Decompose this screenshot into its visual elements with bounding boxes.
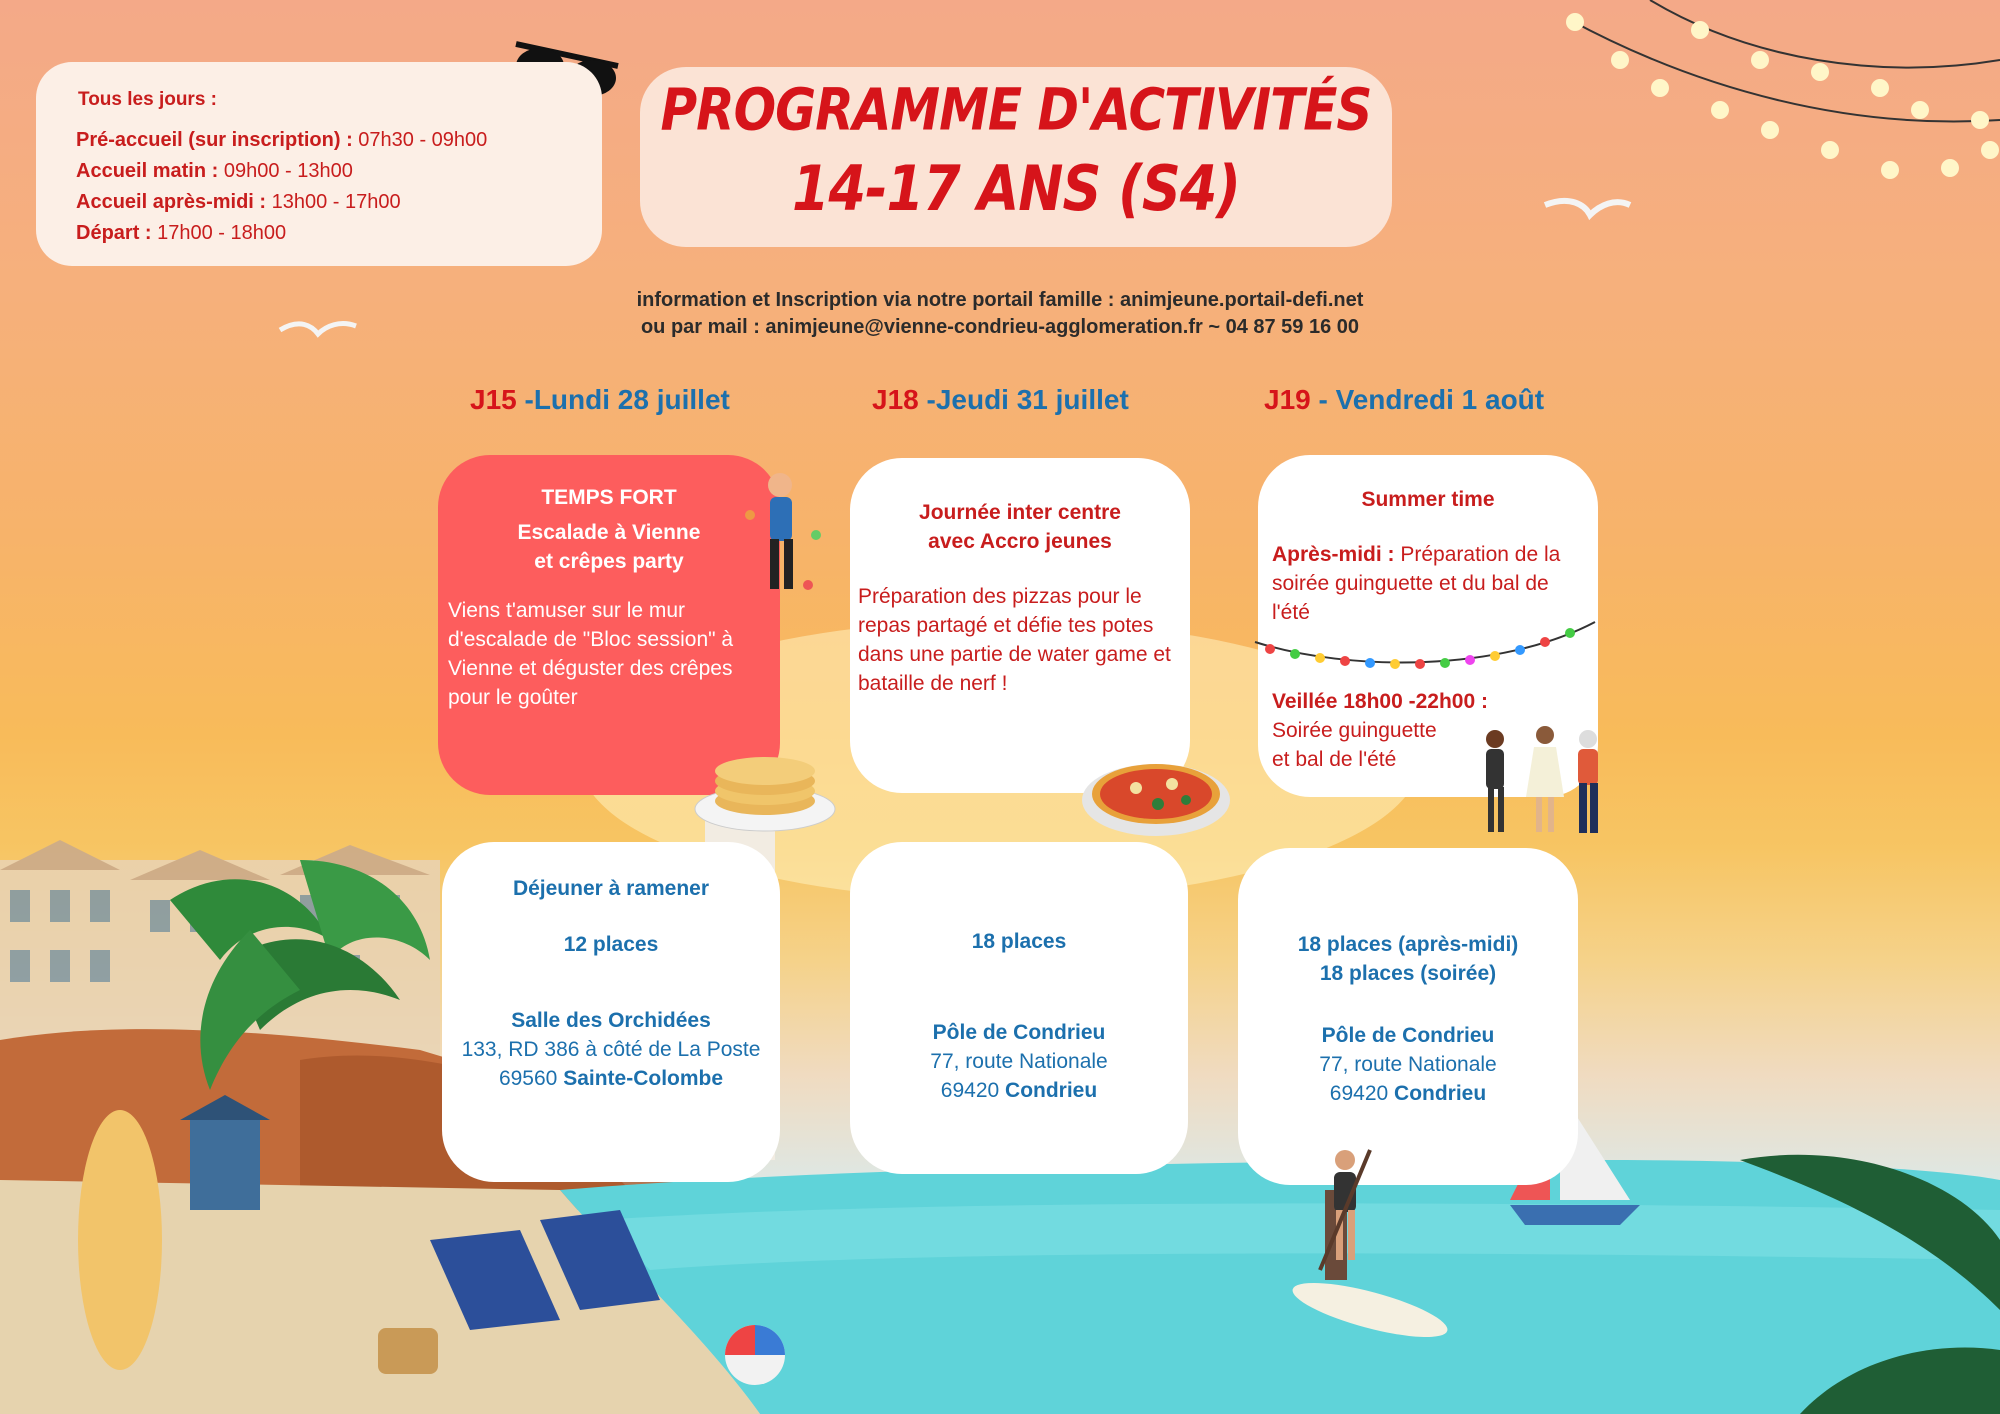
place-name: Pôle de Condrieu xyxy=(1321,1024,1495,1047)
dancers-icon xyxy=(1470,725,1620,840)
places-info: 12 places xyxy=(563,933,659,956)
activity-card-j15 xyxy=(438,455,780,795)
activity-card-j18 xyxy=(850,458,1190,793)
address: 133, RD 386 à côté de La Poste xyxy=(461,1038,761,1061)
info-portal-line: information et Inscription via notre portail famille : animjeune.portail-defi.net xyxy=(636,289,1364,311)
activity-title: Summer time xyxy=(1361,488,1495,511)
places-info: 18 places (après-midi) xyxy=(1297,933,1519,956)
activity-title: Escalade à Vienne xyxy=(517,521,701,544)
hours-row: Accueil après-midi : 13h00 - 17h00 xyxy=(76,191,401,213)
evening-text: Soirée guinguette et bal de l'été xyxy=(1272,719,1437,771)
pizza-icon xyxy=(1080,748,1232,844)
zip-city: 69560 Sainte-Colombe xyxy=(498,1067,724,1090)
program-title-box xyxy=(640,67,1392,247)
evening-label: Veillée 18h00 -22h00 : xyxy=(1272,690,1488,713)
activity-title: Journée inter centre xyxy=(919,501,1121,524)
address: 77, route Nationale xyxy=(1319,1053,1497,1076)
address: 77, route Nationale xyxy=(930,1050,1108,1073)
day-header-j19: J19 - Vendredi 1 août xyxy=(1264,384,1545,415)
zip-city: 69420 Condrieu xyxy=(1329,1082,1487,1105)
title-line-2: 14-17 ANS (S4) xyxy=(791,152,1240,225)
activity-tag: TEMPS FORT xyxy=(541,486,677,509)
info-mail-line: ou par mail : animjeune@vienne-condrieu-agglomeration.fr ~ 04 87 59 16 00 xyxy=(640,316,1360,338)
paddle-boarder-icon xyxy=(1300,1130,1390,1280)
place-name: Salle des Orchidées xyxy=(511,1009,711,1032)
title-line-1: PROGRAMME D'ACTIVITÉS xyxy=(660,76,1372,144)
info-card-j18 xyxy=(850,842,1188,1174)
place-name: Pôle de Condrieu xyxy=(932,1021,1106,1044)
crepes-plate-icon xyxy=(692,745,838,835)
climber-icon xyxy=(730,455,830,615)
activity-title: et crêpes party xyxy=(534,550,684,573)
meal-info: Déjeuner à ramener xyxy=(512,877,710,900)
hours-row: Pré-accueil (sur inscription) : 07h30 - 09h00 xyxy=(76,129,488,151)
places-info: 18 places xyxy=(971,930,1067,953)
activity-description: Préparation des pizzas pour le repas partagé et défie tes potes dans une partie de water game et bataille de nerf ! xyxy=(858,585,1171,695)
info-card-j15 xyxy=(442,842,780,1182)
hours-row: Accueil matin : 09h00 - 13h00 xyxy=(76,160,353,182)
hours-row: Départ : 17h00 - 18h00 xyxy=(76,222,287,244)
day-header-j18: J18 -Jeudi 31 juillet xyxy=(872,384,1129,415)
opening-hours-box xyxy=(36,62,602,266)
activity-title: avec Accro jeunes xyxy=(928,530,1112,553)
info-card-j19 xyxy=(1238,848,1578,1185)
registration-info xyxy=(430,287,1570,341)
hours-heading: Tous les jours : xyxy=(78,89,218,110)
string-lights-icon xyxy=(1250,612,1600,672)
activity-description: Viens t'amuser sur le mur d'escalade de "Bloc session" à Vienne et déguster des crêpes pour le goûter xyxy=(448,599,734,709)
places-info: 18 places (soirée) xyxy=(1319,962,1497,985)
day-header-j15: J15 -Lundi 28 juillet xyxy=(470,384,730,415)
afternoon-text: Après-midi : Préparation de la soirée guinguette et du bal de l'été xyxy=(1272,543,1561,624)
zip-city: 69420 Condrieu xyxy=(940,1079,1098,1102)
